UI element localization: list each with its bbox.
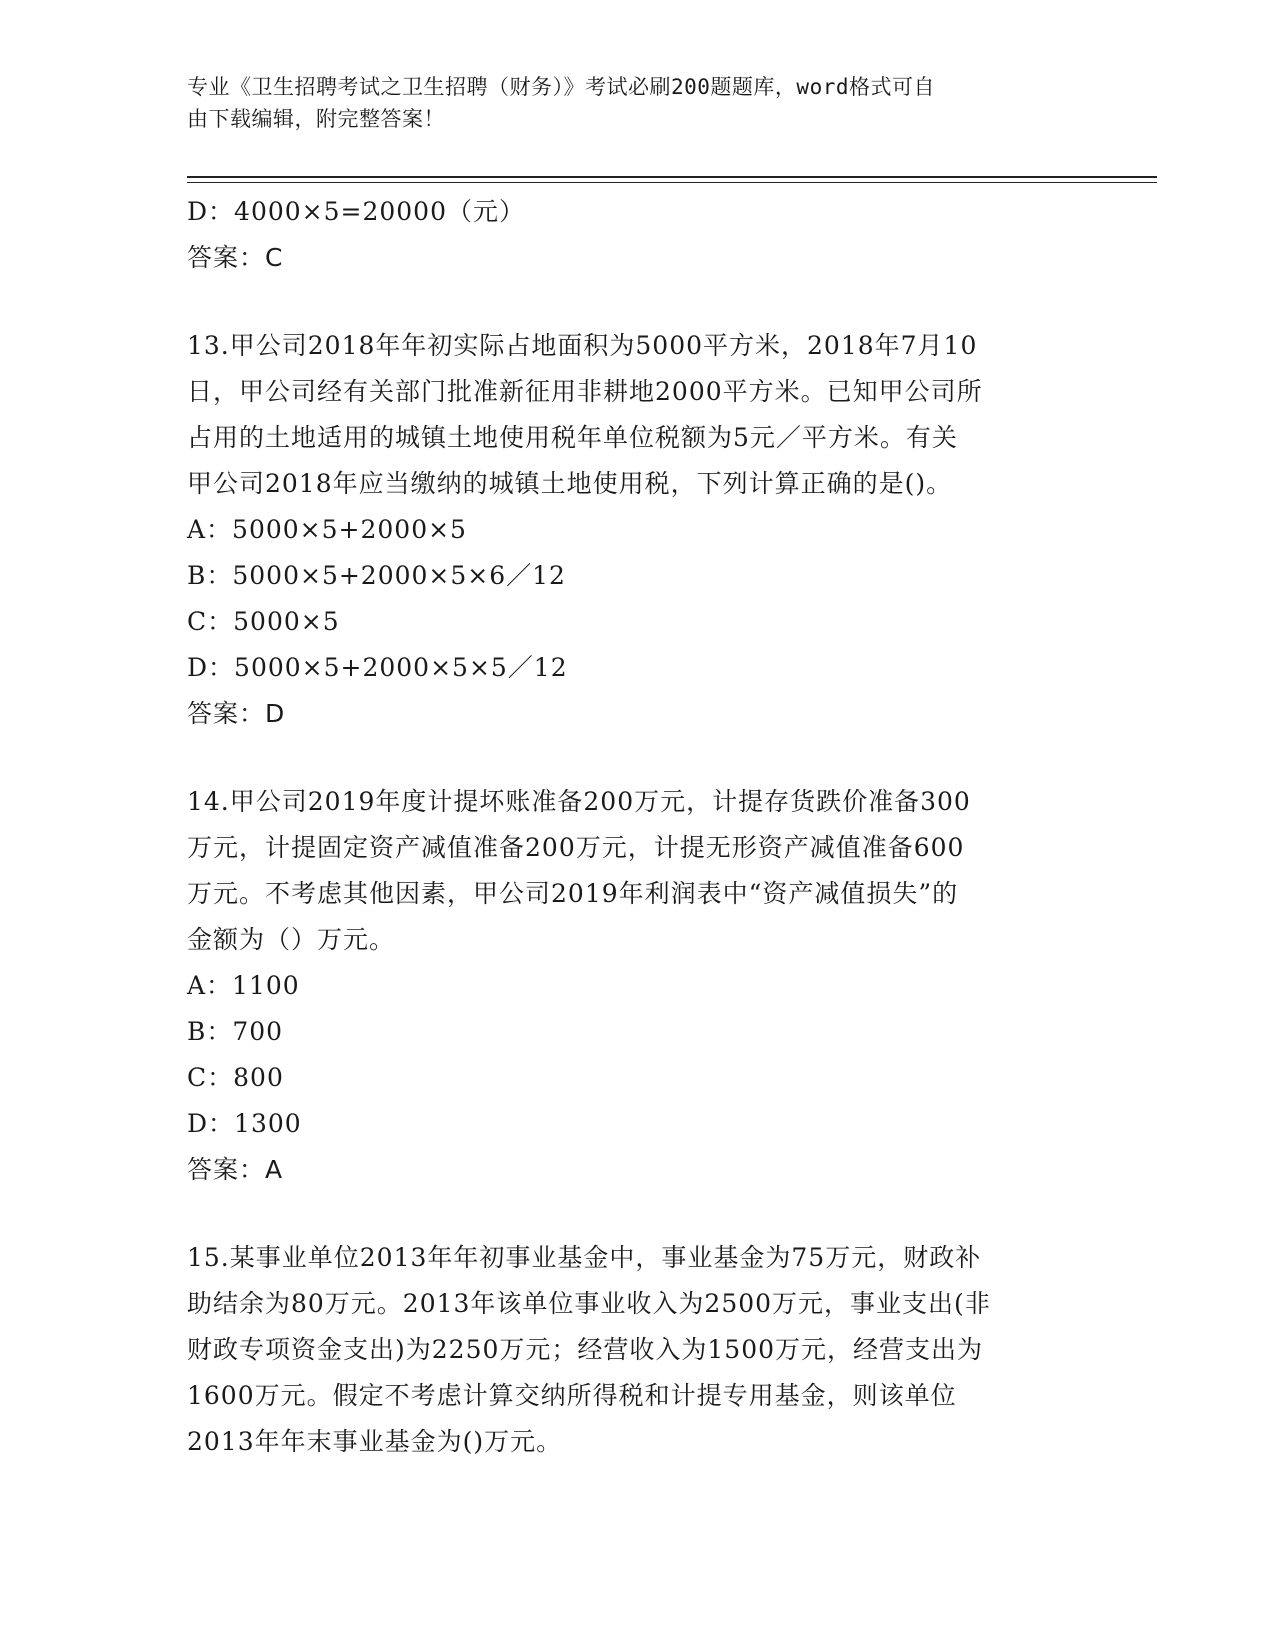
option-d: D：4000×5=20000（元）	[187, 197, 525, 226]
header-rule-thin	[187, 182, 1157, 183]
answer-line: 答案：C	[187, 243, 284, 272]
question-15	[187, 1235, 1067, 1465]
option-b: B：700	[187, 1017, 284, 1046]
question-stem-line: 甲公司2018年应当缴纳的城镇土地使用税，下列计算正确的是()。	[187, 469, 953, 498]
question-stem-line: 财政专项资金支出)为2250万元；经营收入为1500万元，经营支出为	[187, 1335, 984, 1364]
question-stem-line: 日，甲公司经有关部门批准新征用非耕地2000平方米。已知甲公司所	[187, 377, 983, 406]
option-d: D：1300	[187, 1109, 302, 1138]
question-14	[187, 779, 1067, 1193]
option-c: C：800	[187, 1063, 284, 1092]
question-stem-line: 占用的土地适用的城镇土地使用税年单位税额为5元／平方米。有关	[187, 423, 958, 452]
question-stem-line: 万元。不考虑其他因素，甲公司2019年利润表中“资产减值损失”的	[187, 879, 959, 908]
previous-question-tail	[187, 189, 1067, 281]
question-stem-line: 万元，计提固定资产减值准备200万元，计提无形资产减值准备600	[187, 833, 965, 862]
question-stem-line: 2013年年末事业基金为()万元。	[187, 1427, 563, 1456]
answer-line: 答案：A	[187, 1155, 284, 1184]
option-a: A：5000×5+2000×5	[187, 515, 467, 544]
question-stem-line: 金额为（）万元。	[187, 925, 396, 954]
question-stem-line: 14.甲公司2019年度计提坏账准备200万元，计提存货跌价准备300	[187, 787, 971, 816]
question-13	[187, 323, 1067, 737]
option-a: A：1100	[187, 971, 300, 1000]
header-line-2: 由下载编辑，附完整答案！	[187, 107, 445, 131]
question-stem-line: 助结余为80万元。2013年该单位事业收入为2500万元，事业支出(非	[187, 1289, 991, 1318]
question-stem-line: 1600万元。假定不考虑计算交纳所得税和计提专用基金，则该单位	[187, 1381, 957, 1410]
document-body	[187, 189, 1067, 1465]
header-rule-thick	[187, 176, 1157, 178]
option-c: C：5000×5	[187, 607, 340, 636]
question-stem-line: 13.甲公司2018年年初实际占地面积为5000平方米，2018年7月10	[187, 331, 978, 360]
document-header	[187, 71, 1067, 135]
answer-line: 答案：D	[187, 699, 286, 728]
option-d: D：5000×5+2000×5×5／12	[187, 653, 568, 682]
header-line-1: 专业《卫生招聘考试之卫生招聘（财务）》考试必刷200题题库，word格式可自	[187, 75, 935, 99]
option-b: B：5000×5+2000×5×6／12	[187, 561, 566, 590]
question-stem-line: 15.某事业单位2013年年初事业基金中，事业基金为75万元，财政补	[187, 1243, 982, 1272]
